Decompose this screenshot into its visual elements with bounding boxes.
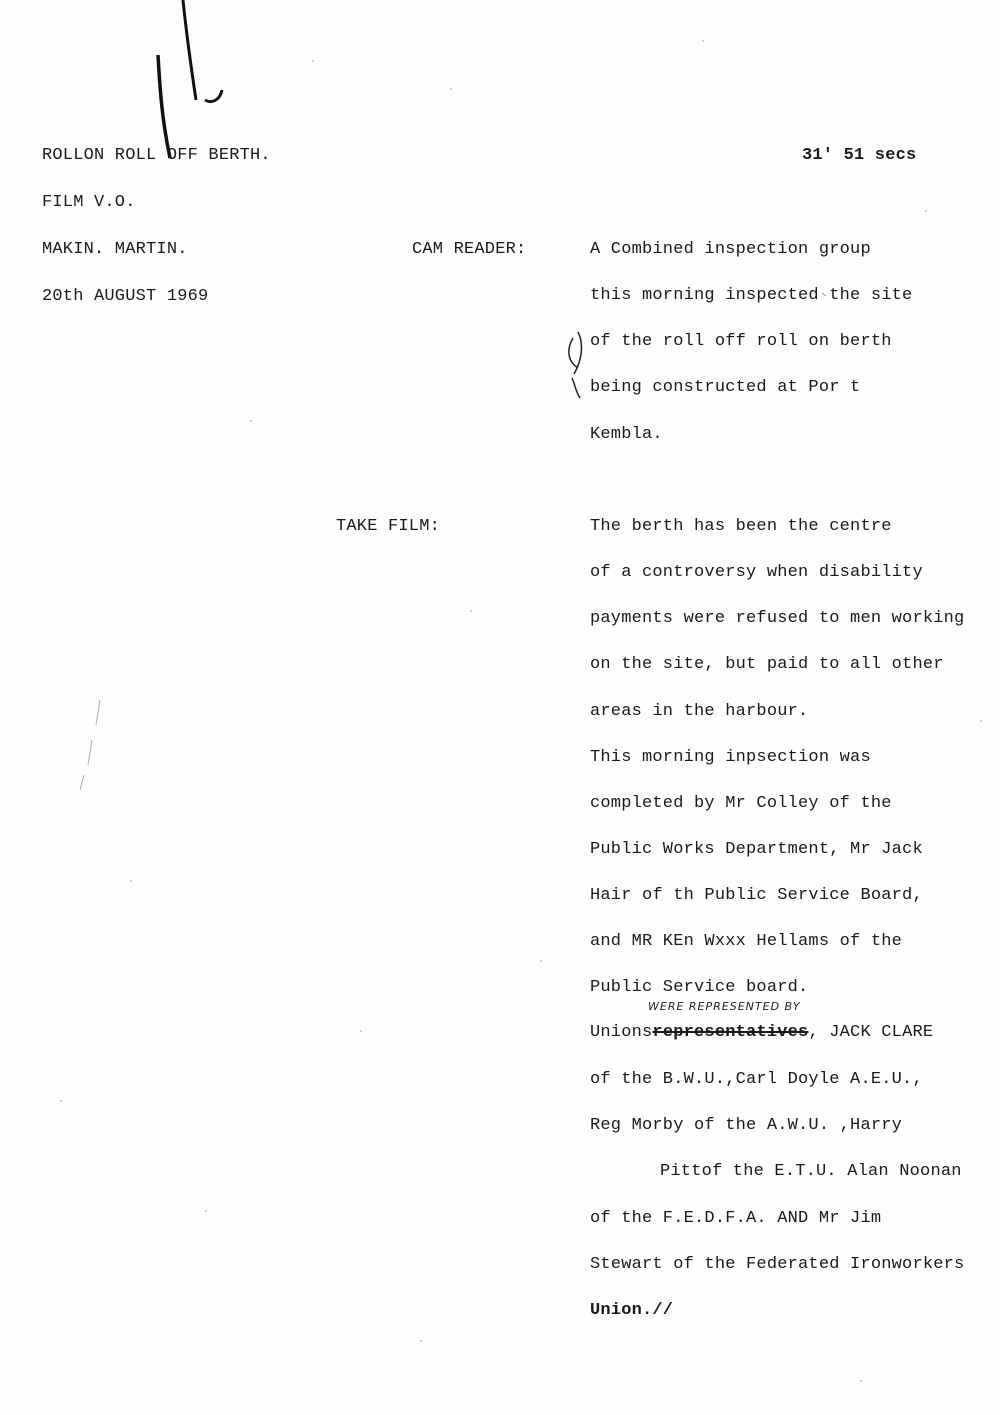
script-line: Reg Morby of the A.W.U. ,Harry	[590, 1116, 903, 1135]
paper-speckle	[980, 720, 982, 722]
script-line: on the site, but paid to all other	[590, 655, 944, 674]
script-line: Pittof the E.T.U. Alan Noonan	[660, 1162, 962, 1181]
script-line: Public Works Department, Mr Jack	[590, 840, 923, 859]
paper-speckle	[540, 960, 542, 962]
pen-stroke-mark	[205, 90, 222, 102]
story-date: 20th AUGUST 1969	[42, 287, 209, 306]
script-line	[590, 1023, 933, 1043]
script-line: this morning inspected the site	[590, 286, 913, 305]
paper-speckle	[205, 1210, 207, 1212]
pen-stroke-mark	[158, 55, 170, 158]
duration: 31' 51 secs	[802, 146, 917, 165]
handwritten-insert: WERE REPRESENTED BY	[648, 1000, 801, 1013]
paper-speckle	[250, 420, 252, 422]
script-line: completed by Mr Colley of the	[590, 794, 892, 813]
paper-speckle	[360, 1030, 362, 1032]
cue-cam-reader: CAM READER:	[412, 240, 527, 259]
script-word: , JACK CLARE	[808, 1023, 934, 1042]
paper-speckle	[450, 88, 452, 90]
pen-stroke-mark	[183, 0, 196, 100]
script-line: of a controversy when disability	[590, 563, 923, 582]
paper-speckle	[470, 610, 472, 612]
pen-stroke-mark	[569, 332, 582, 398]
slug-title: ROLLON ROLL OFF BERTH.	[42, 146, 271, 165]
script-line: A Combined inspection group	[590, 240, 871, 259]
paper-speckle	[60, 1100, 62, 1102]
paper-speckle	[702, 40, 704, 42]
script-line: Stewart of the Federated Ironworkers	[590, 1255, 965, 1274]
paper-speckle	[420, 1340, 422, 1342]
script-line: This morning inpsection was	[590, 748, 871, 767]
paper-speckle	[925, 210, 927, 212]
script-line: being constructed at Por t	[590, 378, 861, 397]
struck-out-word: representatives	[652, 1023, 809, 1042]
script-word: Unions	[590, 1023, 653, 1042]
script-line: of the B.W.U.,Carl Doyle A.E.U.,	[590, 1070, 923, 1089]
paper-speckle	[860, 1380, 862, 1382]
reporter-name: MAKIN. MARTIN.	[42, 240, 188, 259]
script-line: Hair of th Public Service Board,	[590, 886, 923, 905]
script-line: of the F.E.D.F.A. AND Mr Jim	[590, 1209, 882, 1228]
script-line: and MR KEn Wxxx Hellams of the	[590, 932, 903, 951]
script-line: of the roll off roll on berth	[590, 332, 892, 351]
script-line: Kembla.	[590, 425, 663, 444]
script-line: payments were refused to men working	[590, 609, 965, 628]
script-line: areas in the harbour.	[590, 702, 809, 721]
cue-take-film: TAKE FILM:	[336, 517, 441, 536]
script-line: The berth has been the centre	[590, 517, 892, 536]
paper-speckle	[130, 880, 132, 882]
paper-speckle	[312, 60, 314, 62]
script-line: Union.//	[590, 1301, 674, 1320]
pen-stroke-mark	[80, 700, 100, 790]
format-label: FILM V.O.	[42, 193, 136, 212]
script-line: Public Service board.	[590, 978, 809, 997]
